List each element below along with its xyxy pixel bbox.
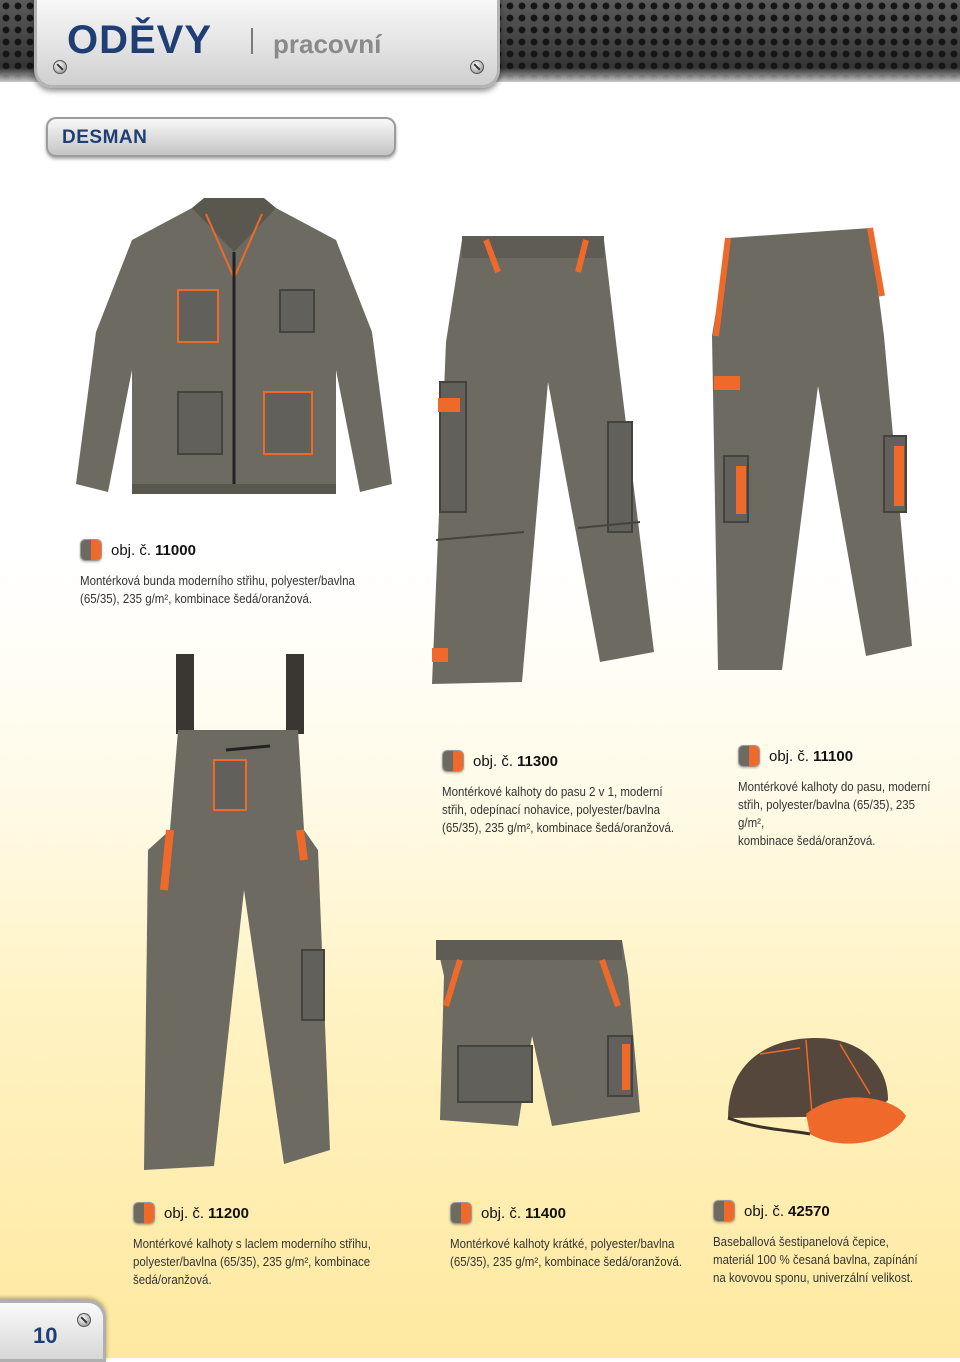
zip-off-trousers-image xyxy=(428,232,664,692)
title-plate xyxy=(34,0,500,88)
order-code: 11000 xyxy=(155,541,196,559)
section-subtitle: pracovní xyxy=(273,29,382,59)
title-divider xyxy=(251,28,253,54)
order-code-prefix: obj. č. xyxy=(111,541,152,559)
product-description xyxy=(80,572,384,608)
description-line: (65/35), 235 g/m², kombinace šedá/oranžová. xyxy=(80,592,313,606)
description-line: (65/35), 235 g/m², kombinace šedá/oranžová. xyxy=(442,821,675,835)
color-swatch-icon xyxy=(442,750,464,772)
product-description xyxy=(713,1233,925,1287)
order-code-row xyxy=(80,538,410,562)
description-line: Montérková bunda moderního střihu, polyester/bavlna xyxy=(80,574,355,588)
order-code-prefix: obj. č. xyxy=(164,1204,205,1222)
order-code-prefix: obj. č. xyxy=(473,752,514,770)
description-line: Baseballová šestipanelová čepice, xyxy=(713,1235,889,1249)
description-line: střih, polyester/bavlna (65/35), 235 g/m², xyxy=(738,798,916,830)
description-line: Montérkové kalhoty krátké, polyester/bavlna xyxy=(450,1237,675,1251)
color-swatch-icon xyxy=(80,539,102,561)
order-code: 11100 xyxy=(813,747,854,765)
brand-bar xyxy=(46,117,396,157)
product-description xyxy=(738,778,937,850)
order-code: 42570 xyxy=(788,1202,830,1220)
description-line: šedá/oranžová. xyxy=(133,1273,212,1287)
description-line: polyester/bavlna (65/35), 235 g/m², kombinace xyxy=(133,1255,371,1269)
shorts-image xyxy=(432,936,642,1132)
order-code-row xyxy=(442,749,702,773)
description-line: Montérkové kalhoty do pasu, moderní xyxy=(738,780,931,794)
color-swatch-icon xyxy=(713,1200,735,1222)
order-code: 11400 xyxy=(525,1204,566,1222)
screw-icon xyxy=(470,60,484,74)
description-line: na kovovou sponu, univerzální velikost. xyxy=(713,1271,914,1285)
order-code-row xyxy=(713,1199,943,1223)
color-swatch-icon xyxy=(450,1202,472,1224)
screw-icon xyxy=(77,1313,91,1327)
product-description xyxy=(450,1235,689,1271)
section-title: ODĚVY xyxy=(67,18,213,62)
product-caption-11200 xyxy=(133,1201,443,1289)
product-caption-11100 xyxy=(738,744,954,850)
order-code-row xyxy=(738,744,954,768)
order-code-row xyxy=(450,1201,710,1225)
description-line: střih, odepínací nohavice, polyester/bavlna xyxy=(442,803,660,817)
page-number: 10 xyxy=(33,1323,58,1348)
product-description xyxy=(442,783,681,837)
order-code: 11200 xyxy=(208,1204,249,1222)
brand-name: DESMAN xyxy=(62,127,148,148)
description-line: Montérkové kalhoty s laclem moderního střihu, xyxy=(133,1237,371,1251)
description-line: kombinace šedá/oranžová. xyxy=(738,834,876,848)
page-number-tab xyxy=(0,1300,106,1362)
product-caption-42570 xyxy=(713,1199,943,1287)
jacket-image xyxy=(74,192,394,512)
product-caption-11300 xyxy=(442,749,702,837)
product-description xyxy=(133,1235,418,1289)
order-code-row xyxy=(133,1201,443,1225)
product-caption-11400 xyxy=(450,1201,710,1271)
description-line: (65/35), 235 g/m², kombinace šedá/oranžová. xyxy=(450,1255,683,1269)
order-code-prefix: obj. č. xyxy=(481,1204,522,1222)
color-swatch-icon xyxy=(133,1202,155,1224)
screw-icon xyxy=(53,60,67,74)
product-caption-11000 xyxy=(80,538,410,608)
description-line: materiál 100 % česaná bavlna, zapínání xyxy=(713,1253,918,1267)
trousers-image xyxy=(706,226,916,678)
description-line: Montérkové kalhoty do pasu 2 v 1, moderní xyxy=(442,785,663,799)
cap-image xyxy=(720,1034,908,1154)
order-code-prefix: obj. č. xyxy=(769,747,810,765)
order-code: 11300 xyxy=(517,752,558,770)
order-code-prefix: obj. č. xyxy=(744,1202,785,1220)
bib-overall-image xyxy=(134,650,334,1176)
color-swatch-icon xyxy=(738,745,760,767)
